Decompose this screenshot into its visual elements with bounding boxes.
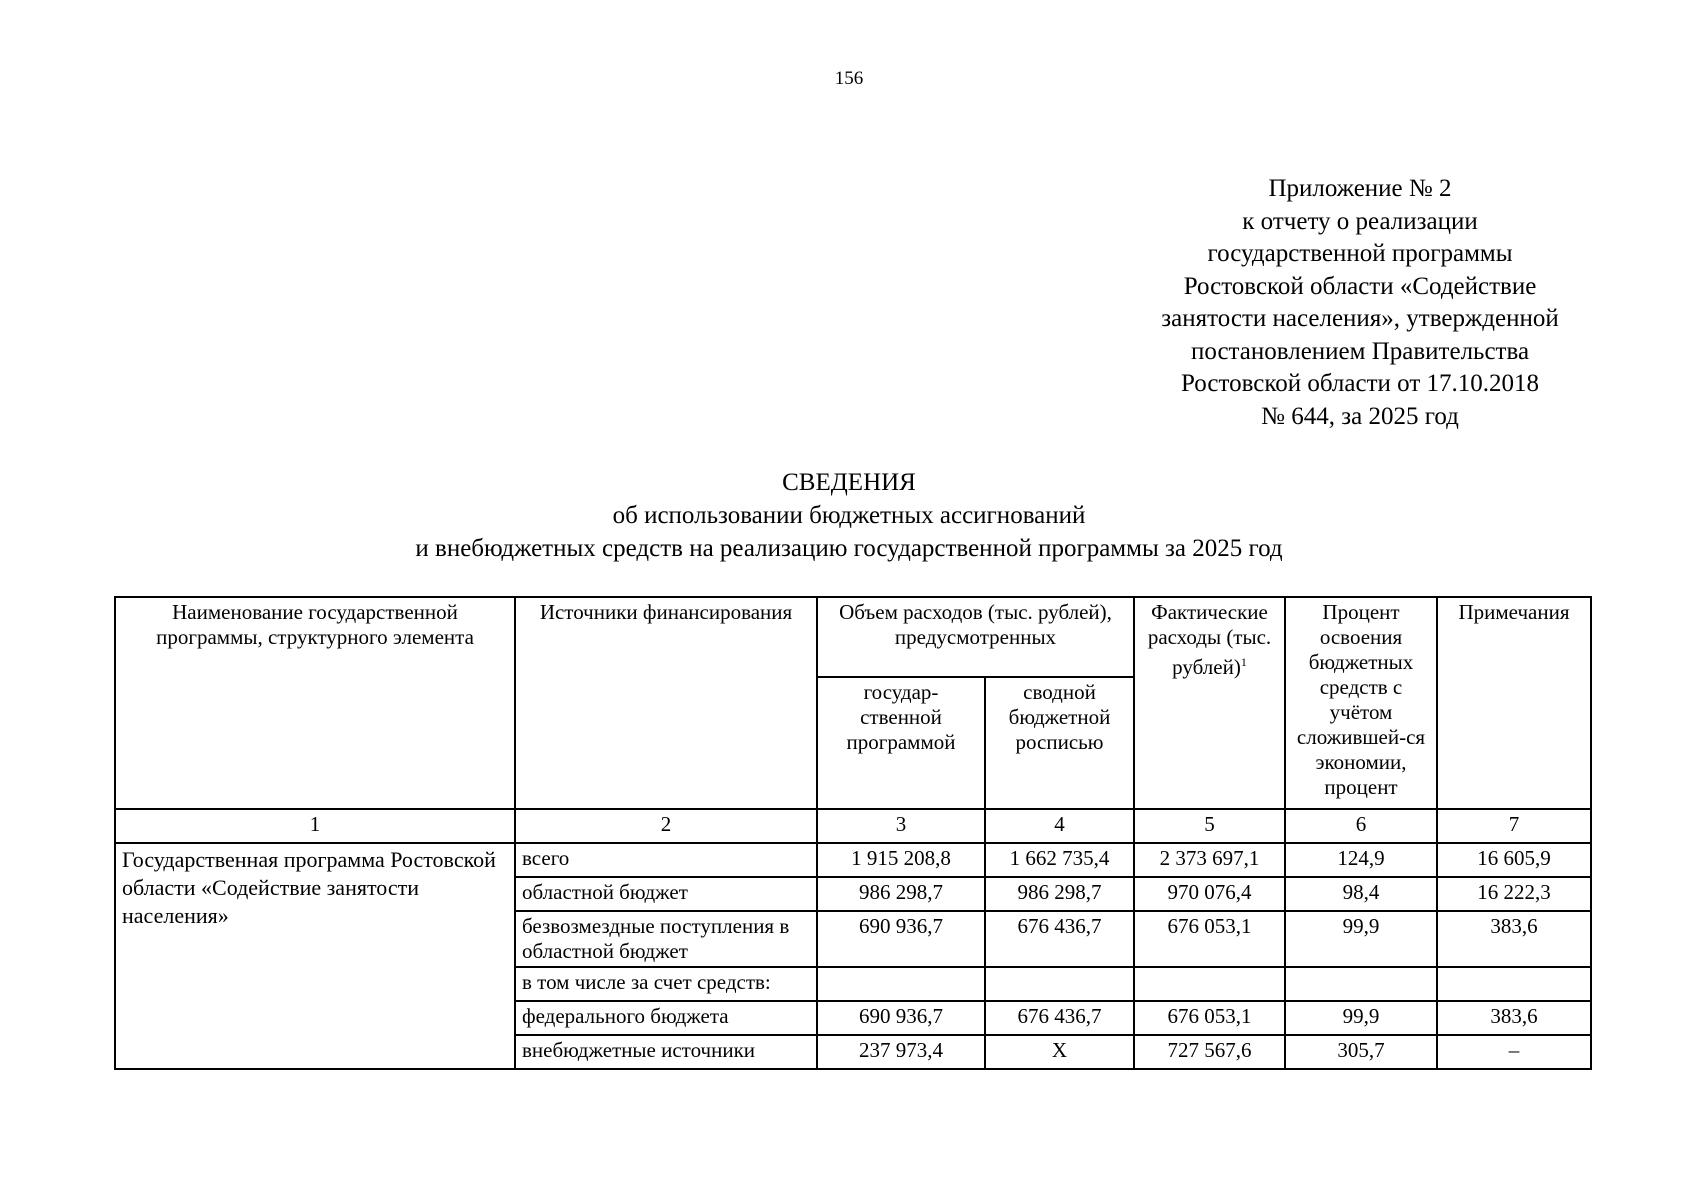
document-heading: [0, 466, 1698, 565]
column-number: 3: [817, 809, 985, 843]
appendix-line: к отчету о реализации: [1242, 207, 1478, 235]
column-number: 4: [985, 809, 1134, 843]
appendix-line: занятости населения», утвержденной: [1161, 305, 1559, 332]
value-cell: 690 936,7: [817, 1001, 985, 1035]
heading-title: СВЕДЕНИЯ: [782, 469, 916, 496]
appendix-line: № 644, за 2025 год: [1261, 402, 1459, 430]
value-cell: –: [1437, 1035, 1591, 1069]
footnote-marker: 1: [1240, 655, 1247, 669]
page-number: 156: [834, 68, 864, 89]
header-expense-volume: Объем расходов (тыс. рублей), предусмотренных: [817, 597, 1134, 677]
value-cell: 676 436,7: [985, 1001, 1134, 1035]
header-by-budget-schedule: сводной бюджетной росписью: [985, 677, 1134, 809]
column-number-row: [115, 809, 1591, 843]
value-cell: 99,9: [1285, 911, 1437, 967]
appendix-line: Ростовской области от 17.10.2018: [1180, 370, 1540, 397]
value-cell: 2 373 697,1: [1134, 843, 1285, 877]
value-cell: [1134, 967, 1285, 1001]
value-cell: 1 915 208,8: [817, 843, 985, 877]
table-header-row: [115, 597, 1591, 677]
value-cell: Х: [985, 1035, 1134, 1069]
heading-line-1: об использовании бюджетных ассигнований: [612, 502, 1086, 529]
source-cell: всего: [515, 843, 817, 877]
value-cell: 986 298,7: [817, 877, 985, 911]
value-cell: [985, 967, 1134, 1001]
value-cell: [1437, 967, 1591, 1001]
appendix-line: Приложение № 2: [1268, 175, 1452, 202]
value-cell: 727 567,6: [1134, 1035, 1285, 1069]
column-number: 1: [115, 809, 515, 843]
appendix-block: [1110, 173, 1610, 433]
value-cell: 970 076,4: [1134, 877, 1285, 911]
value-cell: 676 053,1: [1134, 1001, 1285, 1035]
source-cell: безвозмездные поступления в областной бюджет: [515, 911, 817, 967]
column-number: 2: [515, 809, 817, 843]
heading-line-2: и внебюджетных средств на реализацию государственной программы за 2025 год: [415, 535, 1283, 562]
appendix-line: государственной программы: [1207, 240, 1513, 267]
value-cell: [1285, 967, 1437, 1001]
header-by-state-program: государ-ственной программой: [817, 677, 985, 809]
header-funding-sources: Источники финансирования: [515, 597, 817, 809]
value-cell: 676 053,1: [1134, 911, 1285, 967]
source-cell: федерального бюджета: [515, 1001, 817, 1035]
source-cell: областной бюджет: [515, 877, 817, 911]
value-cell: 383,6: [1437, 1001, 1591, 1035]
table-row: [115, 843, 1591, 877]
value-cell: 383,6: [1437, 911, 1591, 967]
source-cell: внебюджетные источники: [515, 1035, 817, 1069]
budget-report-table: [114, 596, 1592, 1070]
appendix-line: Ростовской области «Содействие: [1183, 272, 1537, 300]
value-cell: 16 605,9: [1437, 843, 1591, 877]
value-cell: 98,4: [1285, 877, 1437, 911]
value-cell: 124,9: [1285, 843, 1437, 877]
value-cell: [817, 967, 985, 1001]
value-cell: 986 298,7: [985, 877, 1134, 911]
source-cell: в том числе за счет средств:: [515, 967, 817, 1001]
value-cell: 237 973,4: [817, 1035, 985, 1069]
program-name-cell: Государственная программа Ростовской области «Содействие занятости населения»: [115, 843, 515, 1069]
header-actual-expenses-label: Фактические расходы (тыс. рублей): [1147, 600, 1272, 679]
value-cell: 1 662 735,4: [985, 843, 1134, 877]
header-program-name: Наименование государственной программы, структурного элемента: [115, 597, 515, 809]
value-cell: 305,7: [1285, 1035, 1437, 1069]
column-number: 6: [1285, 809, 1437, 843]
column-number: 5: [1134, 809, 1285, 843]
column-number: 7: [1437, 809, 1591, 843]
value-cell: 99,9: [1285, 1001, 1437, 1035]
appendix-line: постановлением Правительства: [1190, 337, 1530, 365]
header-notes: Примечания: [1437, 597, 1591, 809]
value-cell: 676 436,7: [985, 911, 1134, 967]
header-actual-expenses: [1134, 597, 1285, 809]
value-cell: 690 936,7: [817, 911, 985, 967]
header-percent-utilization: Процент освоения бюджетных средств с учётом сложившей-ся экономии, процент: [1285, 597, 1437, 809]
value-cell: 16 222,3: [1437, 877, 1591, 911]
